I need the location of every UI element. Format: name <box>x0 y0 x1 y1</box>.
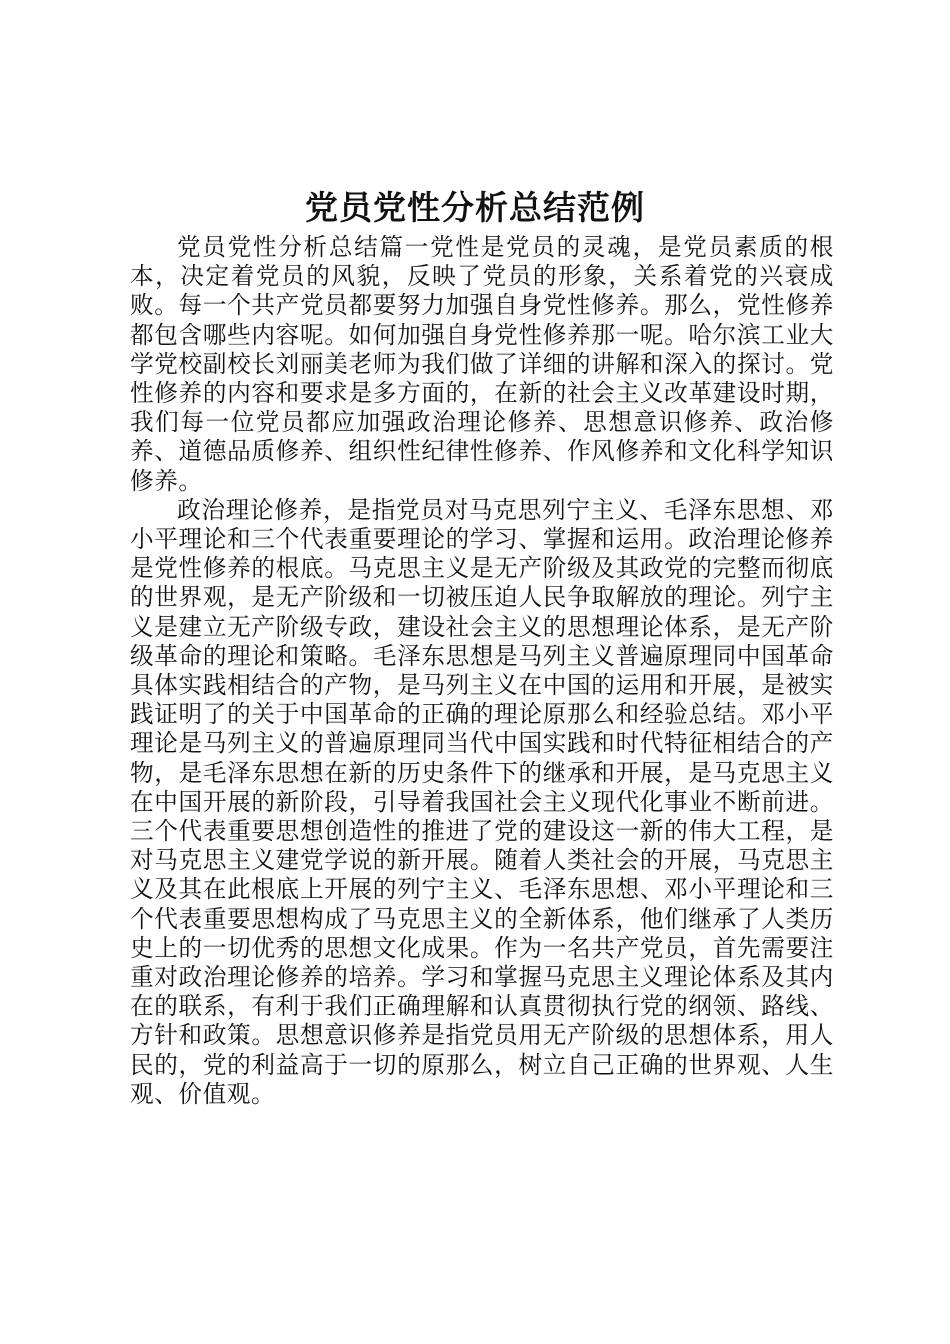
document-title: 党员党性分析总结范例 <box>305 188 645 227</box>
paragraph-intro: 党员党性分析总结篇一党性是党员的灵魂，是党员素质的根本，决定着党员的风貌，反映了党员的形象，关系着党的兴衰成败。每一个共产党员都要努力加强自身党性修养。那么，党性修养都包含哪些内容呢。如何加强自身党性修养那一呢。哈尔滨工业大学党校副校长刘丽美老师为我们做了详细的讲解和深入的探讨。党性修养的内容和要求是多方面的，在新的社会主义改革建设时期，我们每一位党员都应加强政治理论修养、思想意识修养、政治修养、道德品质修养、组织性纪律性修养、作风修养和文化科学知识修养。 <box>130 233 834 495</box>
paragraph-political-theory: 政治理论修养，是指党员对马克思列宁主义、毛泽东思想、邓小平理论和三个代表重要理论的学习、掌握和运用。政治理论修养是党性修养的根底。马克思主义是无产阶级及其政党的完整而彻底的世界观，是无产阶级和一切被压迫人民争取解放的理论。列宁主义是建立无产阶级专政，建设社会主义的思想理论体系，是无产阶级革命的理论和策略。毛泽东思想是马列主义普遍原理同中国革命具体实践相结合的产物，是马列主义在中国的运用和开展，是被实践证明了的关于中国革命的正确的理论原那么和经验总结。邓小平理论是马列主义的普遍原理同当代中国实践和时代特征相结合的产物，是毛泽东思想在新的历史条件下的继承和开展，是马克思主义在中国开展的新阶段，引导着我国社会主义现代化事业不断前进。三个代表重要思想创造性的推进了党的建设这一新的伟大工程，是对马克思主义建党学说的新开展。随着人类社会的开展，马克思主义及其在此根底上开展的列宁主义、毛泽东思想、邓小平理论和三个代表重要思想构成了马克思主义的全新体系，他们继承了人类历史上的一切优秀的思想文化成果。作为一名共产党员，首先需要注重对政治理论修养的培养。学习和掌握马克思主义理论体系及其内在的联系，有利于我们正确理解和认真贯彻执行党的纲领、路线、方针和政策。思想意识修养是指党员用无产阶级的思想体系，用人民的，党的利益高于一切的原那么，树立自己正确的世界观、人生观、价值观。 <box>130 495 834 1108</box>
document-body <box>130 233 834 1109</box>
